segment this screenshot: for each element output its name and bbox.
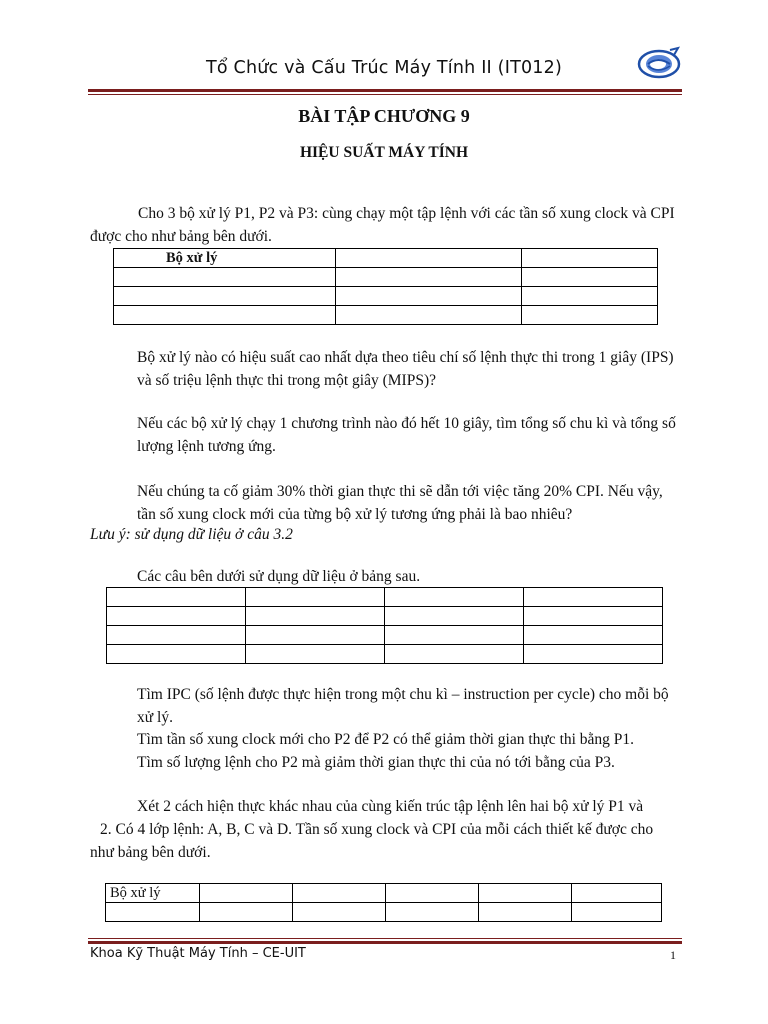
table-row <box>107 645 663 664</box>
table-cell <box>336 306 522 325</box>
table-cell <box>246 626 385 645</box>
table-header-cell <box>336 249 522 268</box>
processor-table-2 <box>106 587 663 664</box>
section2-intro: Các câu bên dưới sử dụng dữ liệu ở bảng sau. <box>137 568 421 585</box>
footer-rule-thin <box>88 938 682 939</box>
chapter-title: BÀI TẬP CHƯƠNG 9 <box>298 106 470 126</box>
table-cell <box>385 626 524 645</box>
section1-intro: Cho 3 bộ xử lý P1, P2 và P3: cùng chạy một tập lệnh với các tần số xung clock và CPI được cho như bảng bên dưới. <box>90 205 675 245</box>
table-cell <box>524 588 663 607</box>
table-header-cell <box>200 884 293 903</box>
table-cell <box>114 287 336 306</box>
table-row <box>114 268 658 287</box>
table-cell <box>524 626 663 645</box>
table-cell <box>107 626 246 645</box>
table-header-cell <box>479 884 572 903</box>
table-row <box>114 306 658 325</box>
table-cell <box>385 607 524 626</box>
document-header-title: Tổ Chức và Cấu Trúc Máy Tính II (IT012) <box>205 58 562 78</box>
table-cell <box>200 903 293 922</box>
table-cell <box>246 645 385 664</box>
table-cell <box>107 645 246 664</box>
page-number: 1 <box>670 948 676 962</box>
table-cell <box>522 287 658 306</box>
table-cell <box>479 903 572 922</box>
table-row <box>106 903 662 922</box>
table-cell <box>107 607 246 626</box>
table-cell <box>246 607 385 626</box>
processor-table-1 <box>113 248 658 325</box>
table-header-cell: Bộ xử lý <box>106 884 200 903</box>
table-row <box>107 626 663 645</box>
table-cell <box>246 588 385 607</box>
table-header-cell: Bộ xử lý <box>114 249 336 268</box>
table-row <box>114 287 658 306</box>
table-cell <box>385 645 524 664</box>
table-cell <box>385 588 524 607</box>
table-cell <box>522 306 658 325</box>
question-cycles-instructions: Nếu các bộ xử lý chạy 1 chương trình nào đó hết 10 giây, tìm tổng số chu kì và tổng số lượng lệnh tương ứng. <box>137 415 676 455</box>
question-ipc: Tìm IPC (số lệnh được thực hiện trong một chu kì – instruction per cycle) cho mỗi bộ xử lý. <box>137 686 669 726</box>
table-cell <box>524 607 663 626</box>
question-ips-mips: Bộ xử lý nào có hiệu suất cao nhất dựa theo tiêu chí số lệnh thực thi trong 1 giây (IPS) và số triệu lệnh thực thi trong một giây (MIPS)? <box>137 349 674 389</box>
question-new-clock: Nếu chúng ta cố giảm 30% thời gian thực thi sẽ dẫn tới việc tăng 20% CPI. Nếu vậy, tần số xung clock mới của từng bộ xử lý tương ứng phải là bao nhiêu? <box>137 483 663 523</box>
table-cell <box>114 268 336 287</box>
table-cell <box>114 306 336 325</box>
table-cell <box>386 903 479 922</box>
table-row <box>107 588 663 607</box>
footer-department: Khoa Kỹ Thuật Máy Tính – CE-UIT <box>90 946 306 961</box>
header-rule-thin <box>88 94 682 95</box>
table-header-cell <box>293 884 386 903</box>
table-cell <box>336 268 522 287</box>
table-cell <box>524 645 663 664</box>
table-cell <box>522 268 658 287</box>
table-header-row <box>114 249 658 268</box>
table-cell <box>293 903 386 922</box>
table-cell <box>107 588 246 607</box>
table-header-cell <box>522 249 658 268</box>
table-header-cell <box>572 884 662 903</box>
table-header-cell <box>386 884 479 903</box>
footer-rule <box>88 941 682 944</box>
topic-title: HIỆU SUẤT MÁY TÍNH <box>299 144 469 161</box>
note: Lưu ý: sử dụng dữ liệu ở câu 3.2 <box>90 526 293 543</box>
table-header-row <box>106 884 662 903</box>
table-row <box>107 607 663 626</box>
section3-intro-line2: 2. Có 4 lớp lệnh: A, B, C và D. Tần số xung clock và CPI của mỗi cách thiết kế được cho như bảng bên dưới. <box>90 821 654 861</box>
question-p2-instructions: Tìm số lượng lệnh cho P2 mà giảm thời gian thực thi của nó tới bằng của P3. <box>137 754 615 771</box>
section3-intro-line1: Xét 2 cách hiện thực khác nhau của cùng kiến trúc tập lệnh lên hai bộ xử lý P1 và <box>137 798 644 815</box>
header-rule <box>88 89 682 92</box>
university-logo-icon <box>636 44 682 82</box>
question-p2-clock: Tìm tần số xung clock mới cho P2 để P2 có thể giảm thời gian thực thi bằng P1. <box>137 731 635 748</box>
table-cell <box>106 903 200 922</box>
table-cell <box>336 287 522 306</box>
table-cell <box>572 903 662 922</box>
processor-table-3 <box>105 883 662 922</box>
